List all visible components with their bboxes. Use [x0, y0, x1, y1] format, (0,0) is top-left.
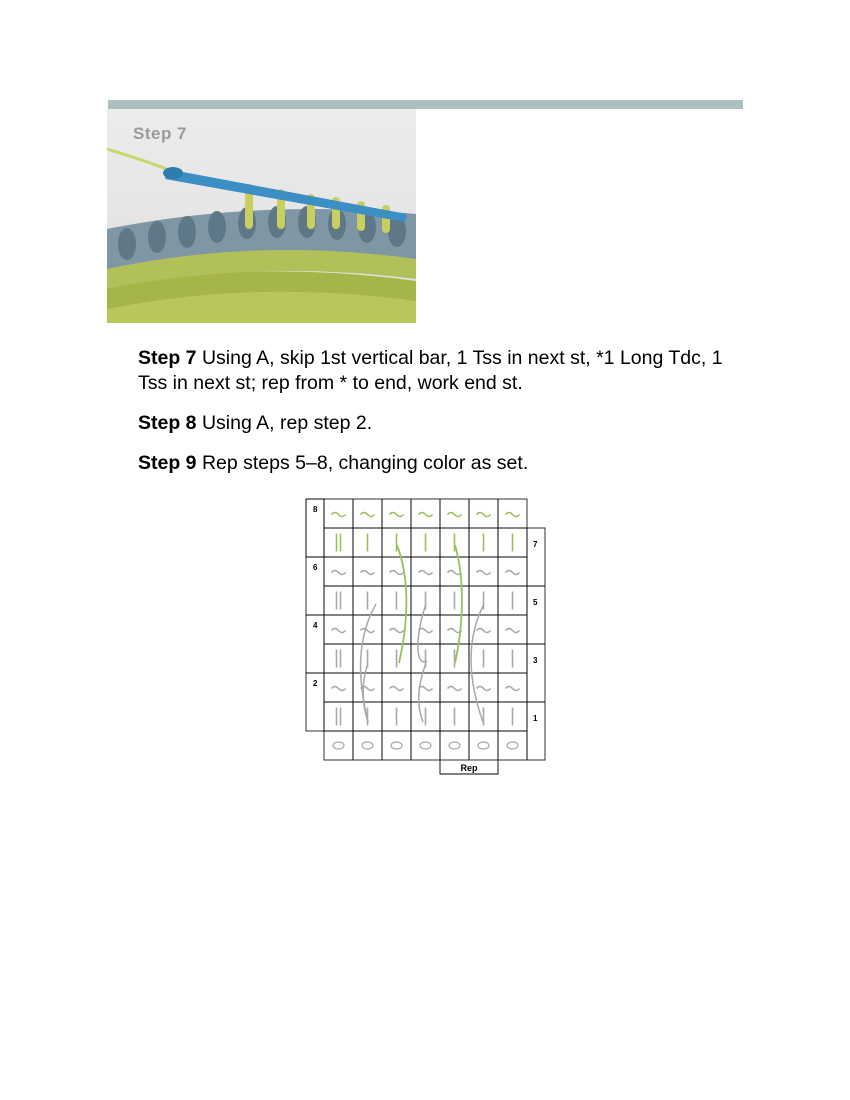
- chart-cell: [353, 731, 382, 760]
- stitch-chart-svg: [305, 497, 550, 782]
- left-row-number: 6: [313, 563, 318, 572]
- return-pass-symbol: [361, 571, 375, 575]
- right-row-number: 5: [533, 598, 538, 607]
- chart-cell: [469, 731, 498, 760]
- step-8-paragraph: [138, 411, 738, 436]
- step-7-photo: [107, 109, 416, 323]
- step-8-title: Step 8: [138, 412, 197, 434]
- right-row-number: 7: [533, 540, 538, 549]
- chart-cell: [411, 731, 440, 760]
- return-pass-symbol: [448, 687, 462, 691]
- chart-cell: [324, 702, 353, 731]
- left-row-number: 8: [313, 505, 318, 514]
- return-pass-symbol: [448, 513, 462, 517]
- chain-symbol: [362, 742, 373, 749]
- return-pass-symbol: [506, 687, 520, 691]
- chart-long-stitch-arcs: [361, 545, 484, 722]
- return-pass-symbol: [332, 687, 346, 691]
- stitch-chart: [305, 497, 550, 787]
- return-pass-symbol: [477, 687, 491, 691]
- green-arc: [397, 545, 406, 663]
- return-pass-symbol: [477, 513, 491, 517]
- chart-cell: [382, 731, 411, 760]
- chain-symbol: [333, 742, 344, 749]
- return-pass-symbol: [390, 571, 404, 575]
- chart-symbols: [332, 513, 520, 750]
- right-label-cell: [527, 528, 545, 586]
- step-7-title: Step 7: [138, 347, 197, 369]
- return-pass-symbol: [419, 513, 433, 517]
- gray-arc: [471, 604, 484, 722]
- chain-symbol: [478, 742, 489, 749]
- instructions: [138, 346, 738, 491]
- header-rule: [108, 100, 743, 109]
- return-pass-symbol: [506, 513, 520, 517]
- return-pass-symbol: [332, 513, 346, 517]
- return-pass-symbol: [506, 629, 520, 633]
- step-9-title: Step 9: [138, 452, 197, 474]
- green-arc: [455, 545, 462, 663]
- chart-cell: [498, 731, 527, 760]
- return-pass-symbol: [477, 571, 491, 575]
- return-pass-symbol: [390, 513, 404, 517]
- left-row-number: 2: [313, 679, 318, 688]
- step-9-paragraph: [138, 451, 738, 476]
- chart-cell: [324, 731, 353, 760]
- step-9-text: Rep steps 5–8, changing color as set.: [196, 452, 529, 474]
- step-7-text: Using A, skip 1st vertical bar, 1 Tss in next st, *1 Long Tdc, 1 Tss in next st; rep from * to end, work end st.: [138, 347, 723, 394]
- chart-cell: [324, 644, 353, 673]
- chart-cell: [324, 586, 353, 615]
- return-pass-symbol: [390, 629, 404, 633]
- return-pass-symbol: [477, 629, 491, 633]
- repeat-label: Rep: [460, 763, 478, 773]
- photo-step-label: Step 7: [133, 124, 188, 143]
- right-label-cell: [527, 644, 545, 702]
- step-7-paragraph: [138, 346, 738, 396]
- right-row-number: 3: [533, 656, 538, 665]
- chain-symbol: [449, 742, 460, 749]
- chain-symbol: [507, 742, 518, 749]
- return-pass-symbol: [419, 629, 433, 633]
- chart-cell: [324, 528, 353, 557]
- return-pass-symbol: [332, 629, 346, 633]
- right-label-cell: [527, 702, 545, 760]
- return-pass-symbol: [361, 513, 375, 517]
- return-pass-symbol: [506, 571, 520, 575]
- return-pass-symbol: [419, 571, 433, 575]
- chain-symbol: [420, 742, 431, 749]
- chain-symbol: [391, 742, 402, 749]
- return-pass-symbol: [361, 629, 375, 633]
- return-pass-symbol: [390, 687, 404, 691]
- right-row-number: 1: [533, 714, 538, 723]
- left-row-number: 4: [313, 621, 318, 630]
- return-pass-symbol: [419, 687, 433, 691]
- step-8-text: Using A, rep step 2.: [196, 412, 373, 434]
- chart-cell: [440, 731, 469, 760]
- right-label-cell: [527, 586, 545, 644]
- return-pass-symbol: [332, 571, 346, 575]
